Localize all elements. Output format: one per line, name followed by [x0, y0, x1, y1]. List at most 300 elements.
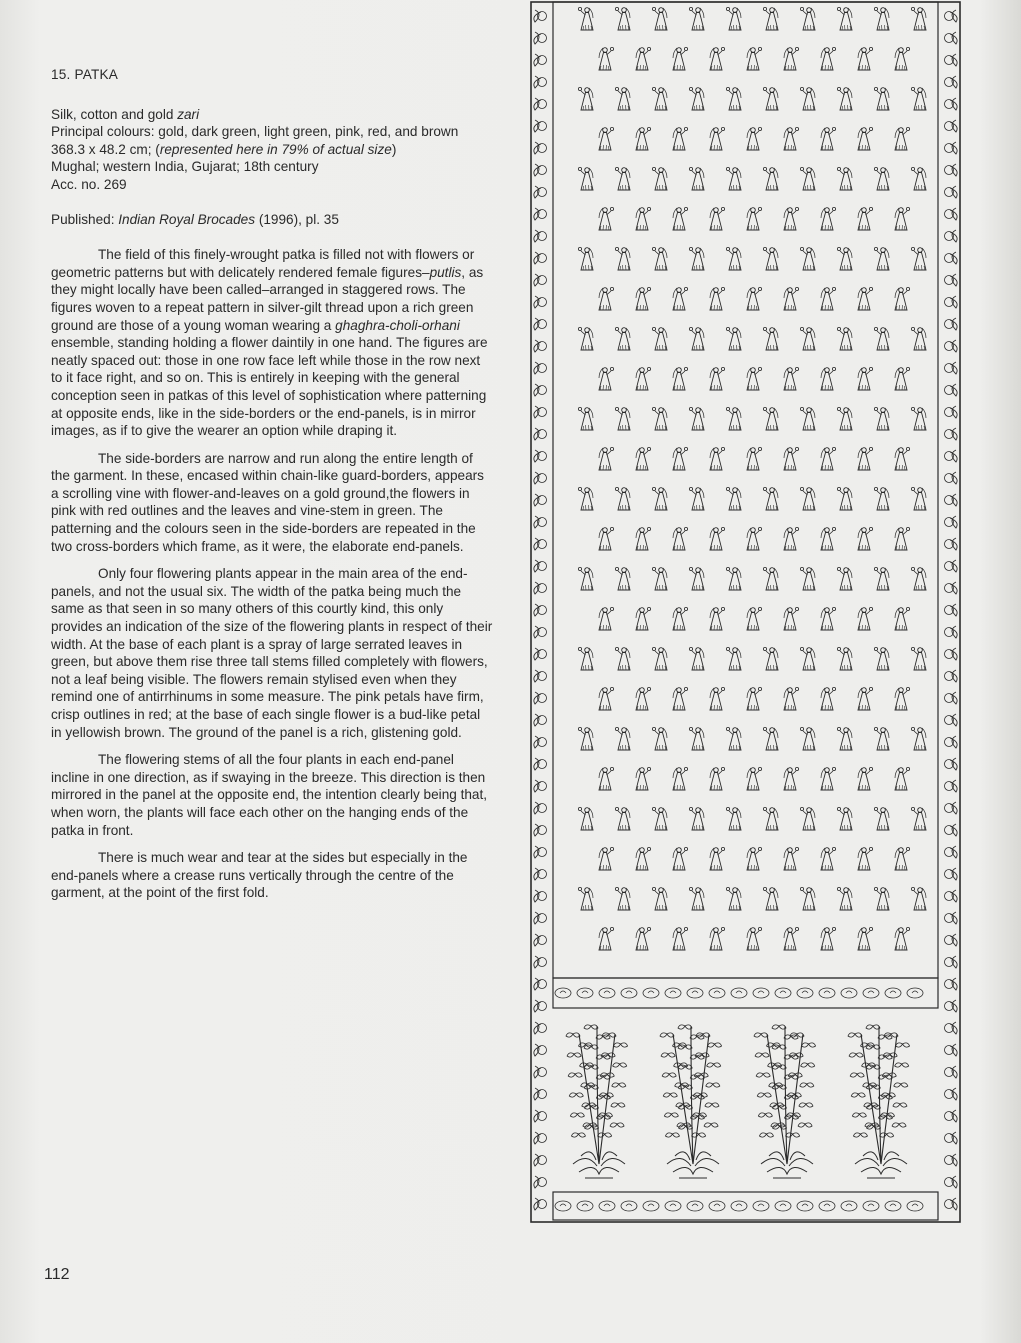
putli-figure: [784, 367, 799, 390]
putli-figure: [911, 567, 926, 590]
lower-cross-scroll: [753, 1201, 769, 1211]
lower-cross-scroll: [758, 1204, 764, 1206]
published-label: Published:: [51, 211, 119, 227]
putli-figure: [710, 927, 725, 950]
term-putlis: putlis: [429, 264, 462, 280]
putli-figure: [747, 367, 762, 390]
colours-line: Principal colours: gold, dark green, light green, pink, red, and brown: [51, 124, 459, 140]
size-line: [51, 141, 493, 159]
putli-figure: [652, 247, 667, 270]
putli-figure: [652, 87, 667, 110]
lower-cross-scroll: [780, 1204, 786, 1206]
putli-figure: [726, 487, 741, 510]
putli-figure: [710, 127, 725, 150]
putli-figure: [763, 7, 778, 30]
putli-figure: [784, 47, 799, 70]
putli-figure: [599, 527, 614, 550]
lower-cross-scroll: [577, 1201, 593, 1211]
putli-figure: [837, 167, 852, 190]
putli-figure: [874, 887, 889, 910]
putli-figure: [689, 567, 704, 590]
paragraph-5: There is much wear and tear at the sides but especially in the end-panels where a crease runs vertically through the centre of the garment, at the point of the first fold.: [51, 850, 468, 901]
lower-cross-scroll: [560, 1204, 566, 1206]
putli-figure: [726, 247, 741, 270]
putli-figure: [615, 247, 630, 270]
putli-figure: [800, 647, 815, 670]
putli-figure: [858, 207, 873, 230]
upper-cross-scroll: [731, 988, 747, 998]
putli-figure: [784, 287, 799, 310]
putli-figure: [763, 407, 778, 430]
putli-figure: [615, 407, 630, 430]
putli-figure: [578, 807, 593, 830]
upper-cross-scroll: [560, 991, 566, 993]
putli-figure: [673, 607, 688, 630]
putli-figure: [821, 47, 836, 70]
outer-border-frame: [531, 2, 960, 1222]
flowering-plant: [754, 1025, 816, 1178]
putli-figure: [747, 287, 762, 310]
upper-cross-scroll: [648, 991, 654, 993]
lower-cross-scroll: [797, 1201, 813, 1211]
putli-figure: [710, 207, 725, 230]
putli-figure: [784, 527, 799, 550]
putli-figure: [652, 567, 667, 590]
putli-figure: [578, 407, 593, 430]
putli-figure: [689, 327, 704, 350]
putli-figure: [895, 767, 910, 790]
putli-figure: [636, 767, 651, 790]
accession-line: Acc. no. 269: [51, 176, 127, 192]
lower-cross-scroll: [841, 1201, 857, 1211]
lower-cross-scroll: [692, 1204, 698, 1206]
putli-figure: [578, 167, 593, 190]
upper-cross-scroll: [709, 988, 725, 998]
putli-figure: [636, 607, 651, 630]
putli-figure: [710, 527, 725, 550]
putli-figure: [858, 527, 873, 550]
published-title: Indian Royal Brocades: [118, 211, 256, 227]
putli-figure: [800, 567, 815, 590]
putli-figure: [895, 447, 910, 470]
putli-figure: [652, 727, 667, 750]
putli-figure: [858, 927, 873, 950]
putli-figure: [636, 687, 651, 710]
paragraph-1-text-b: , as they might locally have been called–arranged in staggered rows. The figures woven to a repeat pattern in silver-gilt thread upon a rich green ground are those of a young woman wearing a: [51, 264, 484, 333]
putli-figure: [895, 687, 910, 710]
putli-figure: [911, 887, 926, 910]
putli-figure: [821, 287, 836, 310]
upper-cross-scroll: [846, 991, 852, 993]
upper-cross-scroll: [819, 988, 835, 998]
putli-figure: [763, 807, 778, 830]
lower-cross-scroll: [824, 1204, 830, 1206]
lower-cross-scroll: [868, 1204, 874, 1206]
putli-figure: [726, 807, 741, 830]
putli-figure: [578, 247, 593, 270]
putli-figure: [911, 807, 926, 830]
putli-figure: [784, 687, 799, 710]
putli-figure: [578, 887, 593, 910]
putli-figure: [652, 887, 667, 910]
upper-cross-scroll: [780, 991, 786, 993]
putli-figure: [615, 167, 630, 190]
entry-heading: 15. PATKA: [51, 67, 119, 82]
putli-figure: [800, 327, 815, 350]
putli-figure: [763, 327, 778, 350]
putli-figure: [673, 687, 688, 710]
paragraph-1: [51, 246, 493, 440]
putli-figure: [652, 327, 667, 350]
putli-figure: [800, 407, 815, 430]
putli-figure: [874, 407, 889, 430]
upper-cross-scroll: [670, 991, 676, 993]
paragraph-1-text-a: The field of this finely-wrought patka is filled not with flowers or geometric patterns but with delicately rendered female figures–: [51, 247, 475, 280]
putli-figure: [911, 727, 926, 750]
upper-cross-scroll: [890, 991, 896, 993]
putli-figure: [636, 927, 651, 950]
putli-figure: [895, 927, 910, 950]
putli-figure: [710, 367, 725, 390]
putli-figure: [911, 87, 926, 110]
putli-figure: [911, 247, 926, 270]
putli-figure: [599, 607, 614, 630]
putli-figure: [874, 247, 889, 270]
paragraph-4: The flowering stems of all the four plants in each end-panel incline in one direction, as if swaying in the breeze. This direction is then mirrored in the panel at the opposite end, the intention clearly being that, when worn, the plants will face each other on the hanging ends of the patka in front.: [51, 752, 488, 838]
putli-figure: [726, 167, 741, 190]
upper-cross-scroll: [643, 988, 659, 998]
upper-cross-scroll: [797, 988, 813, 998]
upper-cross-scroll: [824, 991, 830, 993]
lower-cross-scroll: [885, 1201, 901, 1211]
upper-cross-scroll: [758, 991, 764, 993]
putli-figure: [578, 567, 593, 590]
upper-cross-scroll: [868, 991, 874, 993]
putli-figure: [895, 207, 910, 230]
putli-figure: [837, 407, 852, 430]
size-suffix: ): [391, 141, 397, 157]
putli-figure: [837, 727, 852, 750]
lower-cross-scroll: [846, 1204, 852, 1206]
lower-cross-scroll: [626, 1204, 632, 1206]
putli-figure: [578, 7, 593, 30]
lower-cross-scroll: [912, 1204, 918, 1206]
origin-line: Mughal; western India, Gujarat; 18th century: [51, 159, 319, 175]
lower-cross-scroll: [604, 1204, 610, 1206]
putli-figure: [578, 327, 593, 350]
putli-figure: [599, 207, 614, 230]
lower-cross-scroll: [775, 1201, 791, 1211]
lower-cross-border: [553, 1192, 938, 1220]
putli-figure: [874, 647, 889, 670]
putli-figure: [689, 807, 704, 830]
putli-figure: [599, 367, 614, 390]
putli-figure: [895, 127, 910, 150]
putli-figure: [821, 207, 836, 230]
putli-figure: [821, 447, 836, 470]
putli-figure: [615, 7, 630, 30]
putli-figure: [821, 767, 836, 790]
lower-cross-scroll: [890, 1204, 896, 1206]
putli-figure: [599, 687, 614, 710]
putli-figure: [615, 87, 630, 110]
putli-figure: [874, 807, 889, 830]
putli-figure: [800, 167, 815, 190]
putli-figure: [726, 87, 741, 110]
putli-figure: [858, 687, 873, 710]
putli-figure: [895, 527, 910, 550]
upper-cross-scroll: [802, 991, 808, 993]
putli-figure: [747, 127, 762, 150]
putli-figure: [599, 767, 614, 790]
putli-figure: [578, 647, 593, 670]
putli-figure: [673, 447, 688, 470]
putli-figure: [578, 487, 593, 510]
putli-figure: [615, 807, 630, 830]
putli-figure: [821, 687, 836, 710]
putli-figure: [858, 847, 873, 870]
putli-figure: [895, 287, 910, 310]
putli-figure: [763, 487, 778, 510]
putli-figure: [837, 87, 852, 110]
lower-cross-scroll: [863, 1201, 879, 1211]
putli-figure: [874, 167, 889, 190]
upper-cross-scroll: [885, 988, 901, 998]
lower-cross-scroll: [582, 1204, 588, 1206]
paragraph-2: The side-borders are narrow and run along the entire length of the garment. In these, encased within chain-like guard-borders, appears a scrolling vine with flower-and-leaves on a gold ground,the flowers in pink with red outlines and the leaves and vine-stem in green. The patterning and the colours seen in the side-borders are repeated in the two cross-borders which frame, as it were, the elaborate end-panels.: [51, 450, 484, 554]
upper-cross-scroll: [775, 988, 791, 998]
putli-figure: [652, 167, 667, 190]
putli-figure: [747, 607, 762, 630]
putli-figure: [800, 807, 815, 830]
putli-figure: [837, 327, 852, 350]
putli-figure: [874, 87, 889, 110]
putli-figure: [874, 7, 889, 30]
putli-figure: [858, 607, 873, 630]
putli-figure: [747, 927, 762, 950]
putli-figure: [837, 487, 852, 510]
putli-figure: [578, 87, 593, 110]
lower-cross-scroll: [648, 1204, 654, 1206]
published-line: [51, 211, 493, 229]
putli-figure: [673, 847, 688, 870]
lower-cross-scroll: [665, 1201, 681, 1211]
putli-figure: [895, 367, 910, 390]
putli-figure: [689, 247, 704, 270]
putli-figure: [652, 487, 667, 510]
putli-figure: [911, 647, 926, 670]
upper-cross-scroll: [577, 988, 593, 998]
page-number: 112: [44, 1266, 70, 1283]
putli-figure: [784, 607, 799, 630]
paragraph-3: Only four flowering plants appear in the main area of the end-panels, and not the usual six. The width of the patka being much the same as that seen in so many others of this courtly kind, this only provides an indication of the size of the flowering plants in respect of their width. At the base of each plant is a spray of large serrated leaves in green, but above them rise three tall stems filled completely with flowers, not a leaf being visible. The flowers remain stylised even when they remind one of antirrhinums in some measure. The pink petals have firm, crisp outlines in red; at the base of each single flower is a bud-like petal in yellowish brown. The ground of the panel is a rich, glistening gold.: [51, 566, 493, 740]
putli-figure: [800, 87, 815, 110]
paragraph-1-text-c: ensemble, standing holding a flower daintily in one hand. The figures are neatly spaced out: those in one row face left while those in the row next to it face right, and so on. This is entirely in keeping with the general conception seen in patkas of this level of sophistication where patterning at opposite ends, like in the side-borders or the end-panels, is in mirror images, as if to give the wearer an option while draping it.: [51, 335, 488, 439]
upper-cross-scroll: [692, 991, 698, 993]
upper-cross-scroll: [841, 988, 857, 998]
putli-figure: [763, 167, 778, 190]
putli-figure: [784, 847, 799, 870]
putli-figure: [821, 527, 836, 550]
putli-figure: [911, 167, 926, 190]
putli-figure: [636, 47, 651, 70]
putli-figure: [673, 287, 688, 310]
putli-figure: [689, 727, 704, 750]
putli-figure: [636, 287, 651, 310]
upper-cross-scroll: [863, 988, 879, 998]
putli-figure: [710, 767, 725, 790]
putli-figure: [689, 167, 704, 190]
putli-figure: [784, 447, 799, 470]
putli-figure: [726, 887, 741, 910]
upper-cross-scroll: [555, 988, 571, 998]
lower-cross-scroll: [819, 1201, 835, 1211]
lower-cross-scroll: [621, 1201, 637, 1211]
flowering-plant: [566, 1025, 628, 1178]
lower-cross-scroll: [687, 1201, 703, 1211]
putli-figure: [800, 7, 815, 30]
entry-metadata: [51, 106, 493, 194]
putli-figure: [615, 487, 630, 510]
putli-figure: [858, 767, 873, 790]
putli-figure: [763, 247, 778, 270]
upper-cross-scroll: [621, 988, 637, 998]
size-note: represented here in 79% of actual size: [159, 141, 392, 157]
putli-figure: [821, 927, 836, 950]
putli-figure: [599, 47, 614, 70]
flowering-plant: [848, 1025, 910, 1178]
putli-figure: [689, 407, 704, 430]
lower-cross-scroll: [736, 1204, 742, 1206]
material-line: [51, 106, 493, 124]
putli-figure: [652, 647, 667, 670]
putli-figure: [726, 727, 741, 750]
putli-figure: [911, 327, 926, 350]
putli-figure: [747, 687, 762, 710]
putli-figure: [726, 7, 741, 30]
putli-figure: [763, 87, 778, 110]
putli-figure: [837, 807, 852, 830]
lower-cross-scroll: [555, 1201, 571, 1211]
putli-figure: [673, 367, 688, 390]
patka-illustration: [529, 0, 962, 1224]
upper-cross-scroll: [714, 991, 720, 993]
putli-figure: [710, 47, 725, 70]
putli-figure: [615, 727, 630, 750]
putli-figure: [636, 847, 651, 870]
upper-cross-scroll: [687, 988, 703, 998]
putli-figure: [895, 847, 910, 870]
putli-figure: [578, 727, 593, 750]
lower-cross-scroll: [643, 1201, 659, 1211]
flowering-plant: [660, 1025, 722, 1178]
putli-figure: [689, 487, 704, 510]
lower-cross-scroll: [709, 1201, 725, 1211]
putli-figure: [763, 647, 778, 670]
putli-figure: [858, 47, 873, 70]
putli-figure: [911, 487, 926, 510]
putli-figure: [747, 207, 762, 230]
putli-figure: [747, 847, 762, 870]
putli-figure: [837, 7, 852, 30]
putli-figure: [652, 407, 667, 430]
lower-cross-scroll: [907, 1201, 923, 1211]
putli-figure: [858, 367, 873, 390]
upper-cross-scroll: [736, 991, 742, 993]
putli-figure: [599, 927, 614, 950]
upper-cross-scroll: [912, 991, 918, 993]
putli-figure: [652, 7, 667, 30]
putli-figure: [599, 287, 614, 310]
putli-figure: [726, 407, 741, 430]
putli-figure: [673, 527, 688, 550]
putli-figure: [652, 807, 667, 830]
putli-figure: [800, 487, 815, 510]
upper-cross-scroll: [582, 991, 588, 993]
catalogue-entry: [51, 66, 493, 912]
putli-figure: [800, 727, 815, 750]
putli-figure: [763, 567, 778, 590]
putli-figure: [615, 327, 630, 350]
patka-drawing-layer: [531, 2, 960, 1222]
putli-figure: [599, 847, 614, 870]
putli-figure: [837, 647, 852, 670]
putli-figure: [784, 127, 799, 150]
putli-figure: [636, 367, 651, 390]
putli-figure: [747, 527, 762, 550]
putli-figure: [747, 47, 762, 70]
putli-figure: [837, 247, 852, 270]
putli-figure: [784, 207, 799, 230]
putli-figure: [911, 407, 926, 430]
putli-figure: [837, 887, 852, 910]
putli-figure: [874, 727, 889, 750]
putli-figure: [615, 567, 630, 590]
putli-figure: [895, 47, 910, 70]
putli-figure: [710, 847, 725, 870]
putli-figure: [858, 127, 873, 150]
lower-cross-scroll: [731, 1201, 747, 1211]
upper-cross-scroll: [753, 988, 769, 998]
putli-figure: [874, 567, 889, 590]
putli-figure: [726, 647, 741, 670]
putli-figure: [636, 527, 651, 550]
putli-figure: [710, 447, 725, 470]
upper-cross-border: [553, 978, 938, 1008]
putli-figure: [710, 607, 725, 630]
putli-figure: [636, 447, 651, 470]
putli-figure: [784, 927, 799, 950]
lower-cross-scroll: [802, 1204, 808, 1206]
putli-figure: [821, 367, 836, 390]
putli-figure: [874, 487, 889, 510]
size-text: 368.3 x 48.2 cm; (: [51, 141, 160, 157]
putli-figure: [599, 127, 614, 150]
putli-figure: [800, 247, 815, 270]
putli-figure: [747, 447, 762, 470]
putli-figure: [673, 207, 688, 230]
upper-cross-scroll: [665, 988, 681, 998]
putli-figure: [874, 327, 889, 350]
putli-figure: [858, 287, 873, 310]
upper-cross-scroll: [626, 991, 632, 993]
putli-figure: [747, 767, 762, 790]
putli-figure: [837, 567, 852, 590]
putli-figure: [673, 767, 688, 790]
putli-figure: [763, 727, 778, 750]
putli-figure: [710, 687, 725, 710]
putli-figure: [689, 887, 704, 910]
